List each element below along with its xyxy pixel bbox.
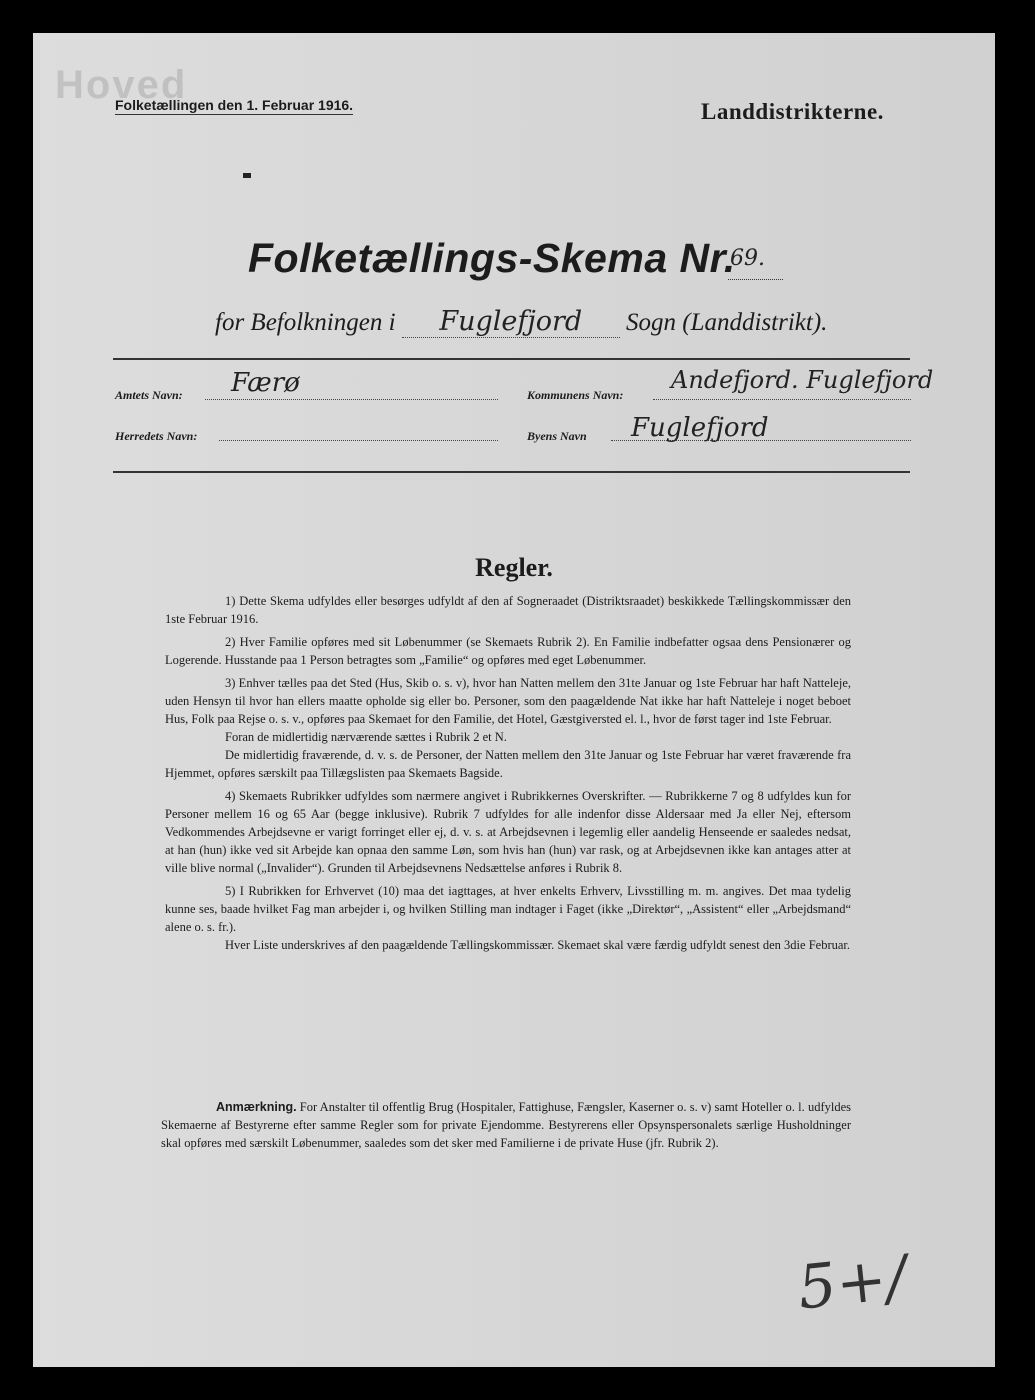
rules-text bbox=[165, 592, 851, 959]
parish-value: Fuglefjord bbox=[402, 306, 620, 338]
note-paragraph bbox=[161, 1098, 851, 1152]
amt-label: Amtets Navn: bbox=[115, 388, 183, 402]
form-number: 69. bbox=[730, 246, 765, 271]
faint-stamp: Hoved bbox=[55, 63, 188, 107]
note-text: For Anstalter til offentlig Brug (Hospitaler, Fattighuse, Fængsler, Kaserner o. s. v) samt Hoteller o. l. udfyldes Skemaerne af Bestyrerne efter samme Regler som for private Ejendomme. Bestyrerens eller Opsynspersonalets særlige Husholdninger skal opføres med særskilt Løbenummer, saaledes som det sker med Familierne i de private Huse (jfr. Rubrik 2). bbox=[161, 1100, 851, 1150]
form-title: Folketællings-Skema Nr. bbox=[248, 235, 736, 281]
form-number-line bbox=[728, 279, 783, 280]
top-rule bbox=[113, 358, 910, 360]
rule-1: 1) Dette Skema udfyldes eller besørges udfyldt af den af Sogneraadet (Distriktsraadet) beskikkede Tællingskommissær den 1ste Februar 1916. bbox=[165, 594, 851, 626]
rule-5: 5) I Rubrikken for Erhvervet (10) maa det iagttages, at hver enkelts Erhverv, Livsstilling m. m. angives. Det maa tydelig kunne ses, baade hvilket Fag man arbejder i, og hvilken Stilling man indtager i Faget (ikke „Direktør“, „Assistent“ eller „Arbejdsmand“ alene o. s. fr.). bbox=[165, 884, 851, 934]
herred-label: Herredets Navn: bbox=[115, 429, 198, 443]
kommune-line bbox=[653, 399, 911, 400]
census-date-header: Folketællingen den 1. Februar 1916. bbox=[115, 97, 354, 113]
census-form-sheet bbox=[33, 33, 995, 1367]
rule-3: 3) Enhver tælles paa det Sted (Hus, Skib o. s. v), hvor han Natten mellem den 31te Januar og 1ste Februar har haft Natteleje, uden Hensyn til hvor han ellers maatte opholde sig eller bo. Personer, som den paagældende Nat ikke har haft Natteleje i noget beboet Hus, Folk paa Rejse o. s. v., opføres paa Skemaet for den Familie, det Hotel, Gæstgiversted el. l., hvor de først tager ind 1ste Februar. bbox=[165, 676, 851, 726]
amt-line bbox=[205, 399, 498, 400]
parish-prefix: for Befolkningen i bbox=[215, 309, 396, 336]
district-type-header: Landdistrikterne. bbox=[701, 99, 884, 124]
bottom-rule bbox=[113, 471, 910, 473]
rule-2: 2) Hver Familie opføres med sit Løbenummer (se Skemaets Rubrik 2). En Familie indbefatter ogsaa dens Pensionærer og Logerende. Husstande paa 1 Person betragtes som „Familie“ og opføres med eget Løbenummer. bbox=[165, 635, 851, 667]
rule-3-absent: De midlertidig fraværende, d. v. s. de Personer, der Natten mellem den 31te Januar og 1ste Februar har været fraværende fra Hjemmet, opføres særskilt paa Tillægslisten paa Skemaets Bagside. bbox=[165, 748, 851, 780]
parish-suffix: Sogn (Landdistrikt). bbox=[626, 309, 828, 336]
by-label: Byens Navn bbox=[527, 429, 587, 443]
kommune-value: Andefjord. Fuglefjord bbox=[671, 366, 934, 394]
rule-5-signature: Hver Liste underskrives af den paagældende Tællingskommissær. Skemaet skal være færdig udfyldt senest den 3die Februar. bbox=[225, 938, 850, 952]
pencil-mark: 5+/ bbox=[794, 1242, 911, 1324]
note-label: Anmærkning. bbox=[216, 1100, 297, 1114]
herred-line bbox=[219, 440, 498, 441]
rules-title: Regler. bbox=[475, 553, 553, 582]
by-value: Fuglefjord bbox=[631, 413, 769, 443]
rule-4: 4) Skemaets Rubrikker udfyldes som nærmere angivet i Rubrikkernes Overskrifter. — Rubrikkerne 7 og 8 udfyldes kun for Personer mellem 16 og 65 Aar (begge inklusive). Rubrik 7 udfyldes for alle indenfor disse Aldersaar med Ja eller Nej, eftersom Vedkommendes Arbejdsevne er varigt forringet eller ej, d. v. s. at Arbejdsevnen i legemlig eller aandelig Henseende er saaledes nedsat, at han (hun) ikke ved sit Arbejde kan opnaa den samme Løn, som hvis han (hun) var rask, og at Arbejdsevnen ikke kan antages atter at ville blive normal („Invalider“). Grunden til Arbejdsevnens Nedsættelse anføres i Rubrik 8. bbox=[165, 789, 851, 875]
rule-3-present: Foran de midlertidig nærværende sættes i Rubrik 2 et N. bbox=[225, 730, 507, 744]
kommune-label: Kommunens Navn: bbox=[527, 388, 624, 402]
parish-line bbox=[215, 306, 827, 338]
amt-value: Færø bbox=[231, 368, 300, 398]
ink-mark bbox=[243, 173, 251, 178]
